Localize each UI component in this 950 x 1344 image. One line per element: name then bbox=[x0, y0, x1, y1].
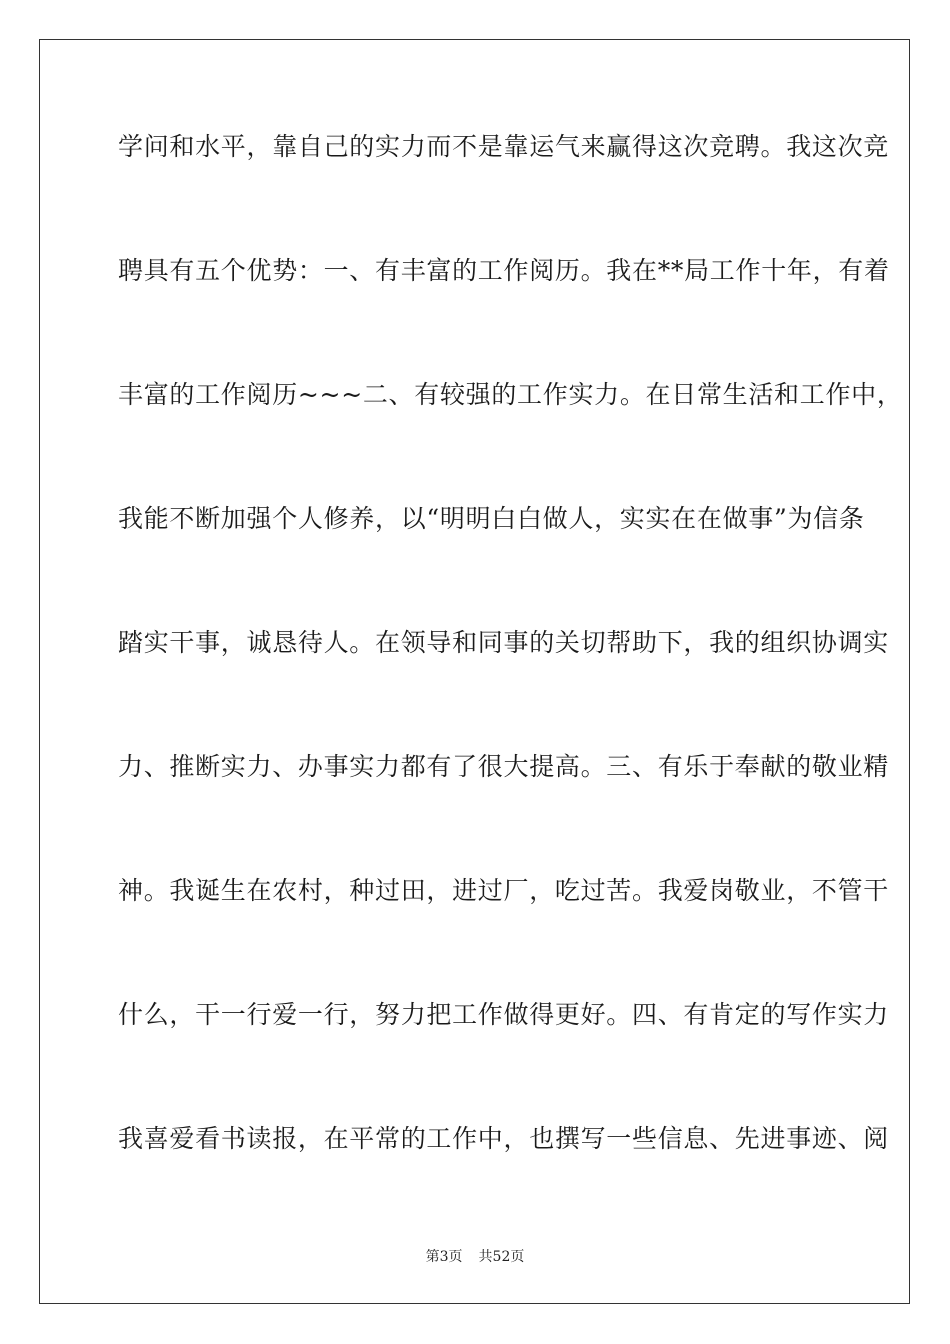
body-text-line: 我喜爱看书读报，在平常的工作中，也撰写一些信息、先进事迹、阅 bbox=[118, 1124, 890, 1153]
page-footer bbox=[0, 1248, 950, 1266]
body-text-line: 力、推断实力、办事实力都有了很大提高。三、有乐于奉献的敬业精 bbox=[118, 752, 890, 781]
body-text-line: 我能不断加强个人修养，以“明明白白做人，实实在在做事”为信条 bbox=[118, 504, 865, 533]
body-text-line: 什么，干一行爱一行，努力把工作做得更好。四、有肯定的写作实力 bbox=[118, 1000, 890, 1029]
current-page-number: 第3页 bbox=[425, 1249, 463, 1265]
body-text-line: 神。我诞生在农村，种过田，进过厂，吃过苦。我爱岗敬业，不管干 bbox=[118, 876, 890, 905]
body-text-line: 聘具有五个优势：一、有丰富的工作阅历。我在**局工作十年，有着 bbox=[118, 256, 890, 285]
total-page-count: 共52页 bbox=[478, 1249, 525, 1265]
body-text-line: 学问和水平，靠自己的实力而不是靠运气来赢得这次竞聘。我这次竞 bbox=[118, 132, 890, 161]
document-body bbox=[118, 132, 903, 1154]
body-text-line: 踏实干事，诚恳待人。在领导和同事的关切帮助下，我的组织协调实 bbox=[118, 628, 890, 657]
body-text-line: 丰富的工作阅历~~~二、有较强的工作实力。在日常生活和工作中， bbox=[118, 380, 903, 409]
